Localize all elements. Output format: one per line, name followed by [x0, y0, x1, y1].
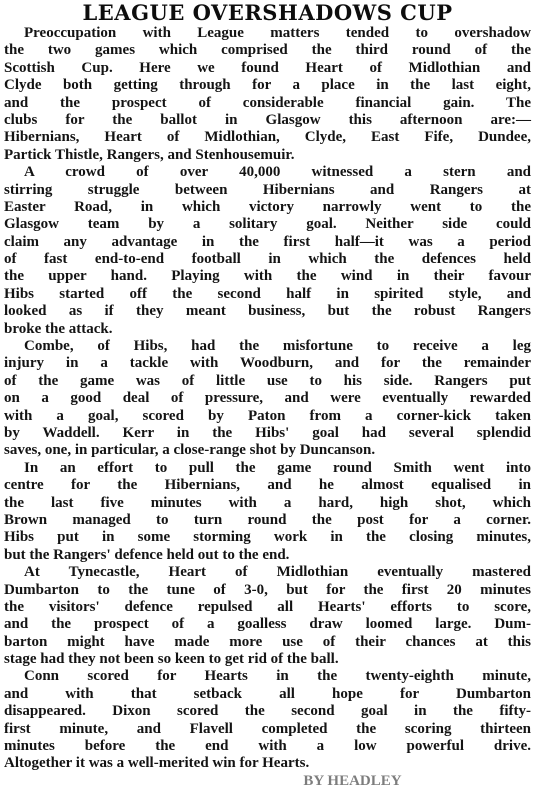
text-line: the two games which comprised the third round of the: [4, 42, 531, 59]
text-line: Hibs put in some storming work in the closing minutes,: [4, 529, 531, 546]
text-line: Conn scored for Hearts in the twenty-eighth minute,: [24, 668, 531, 685]
text-line: of the game was of little use to his side. Rangers put: [4, 372, 531, 389]
paragraph: [4, 564, 531, 668]
paragraph: [4, 668, 531, 772]
text-line: the last five minutes with a hard, high shot, which: [4, 494, 531, 511]
article-body: [0, 25, 535, 773]
text-line: stage had they not been so keen to get rid of the ball.: [4, 651, 339, 668]
text-line: injury in a tackle with Woodburn, and for the remainder: [4, 355, 531, 372]
text-line: and the prospect of considerable financial gain. The: [4, 94, 531, 111]
text-line: first minute, and Flavell completed the scoring thirteen: [4, 720, 531, 737]
text-line: of fast end-to-end football in which the defences held: [4, 251, 531, 268]
text-line: centre for the Hibernians, and he almost equalised in: [4, 477, 531, 494]
headline: LEAGUE OVERSHADOWS CUP: [82, 0, 453, 25]
text-line: minutes before the end with a low powerful drive.: [4, 738, 531, 755]
text-line: Combe, of Hibs, had the misfortune to receive a leg: [24, 338, 531, 355]
text-line: disappeared. Dixon scored the second goal in the fifty-: [4, 703, 531, 720]
text-line: Clyde both getting through for a place in the last eight,: [4, 77, 531, 94]
text-line: Scottish Cup. Here we found Heart of Midlothian and: [4, 59, 531, 76]
text-line: Partick Thistle, Rangers, and Stenhousemuir.: [4, 146, 295, 163]
text-line: Brown managed to turn round the post for a corner.: [4, 511, 531, 528]
text-line: Altogether it was a well-merited win for Hearts.: [4, 755, 310, 772]
text-line: the upper hand. Playing with the wind in their favour: [4, 268, 531, 285]
paragraph: [4, 25, 531, 164]
text-line: barton might have made more use of their chances at this: [4, 633, 531, 650]
text-line: Hibs started off the second half in spirited style, and: [4, 285, 531, 302]
text-line: by Waddell. Kerr in the Hibs' goal had several splendid: [4, 424, 531, 441]
text-line: Glasgow team by a solitary goal. Neither side could: [4, 216, 531, 233]
text-line: saves, one, in particular, a close-range shot by Duncanson.: [4, 442, 376, 459]
paragraph: [4, 164, 531, 338]
text-line: Easter Road, in which victory narrowly went to the: [4, 198, 531, 215]
paragraph: [4, 338, 531, 460]
cutoff-line: BY HEADLEY: [303, 772, 402, 789]
text-line: with a goal, scored by Paton from a corner-kick taken: [4, 407, 531, 424]
text-line: stirring struggle between Hibernians and Rangers at: [4, 181, 531, 198]
text-line: clubs for the ballot in Glasgow this afternoon are:—: [4, 111, 531, 128]
text-line: on a good deal of pressure, and were eventually rewarded: [4, 390, 531, 407]
text-line: but the Rangers' defence held out to the end.: [4, 546, 290, 563]
text-line: broke the attack.: [4, 320, 113, 337]
text-line: Hibernians, Heart of Midlothian, Clyde, East Fife, Dundee,: [4, 129, 531, 146]
text-line: claim any advantage in the first half—it was a period: [4, 233, 531, 250]
paragraph: [4, 460, 531, 564]
text-line: At Tynecastle, Heart of Midlothian eventually mastered: [24, 564, 531, 581]
text-line: Preoccupation with League matters tended to overshadow: [24, 25, 531, 41]
text-line: and with that setback all hope for Dumbarton: [4, 685, 531, 702]
text-line: looked as if they meant business, but the robust Rangers: [4, 303, 531, 320]
text-line: Dumbarton to the tune of 3-0, but for the first 20 minutes: [4, 581, 531, 598]
text-line: In an effort to pull the game round Smith went into: [24, 459, 531, 476]
text-line: and the prospect of a goalless draw loomed large. Dum-: [4, 616, 531, 633]
text-line: A crowd of over 40,000 witnessed a stern and: [24, 164, 531, 181]
text-line: the visitors' defence repulsed all Hearts' efforts to score,: [4, 598, 531, 615]
